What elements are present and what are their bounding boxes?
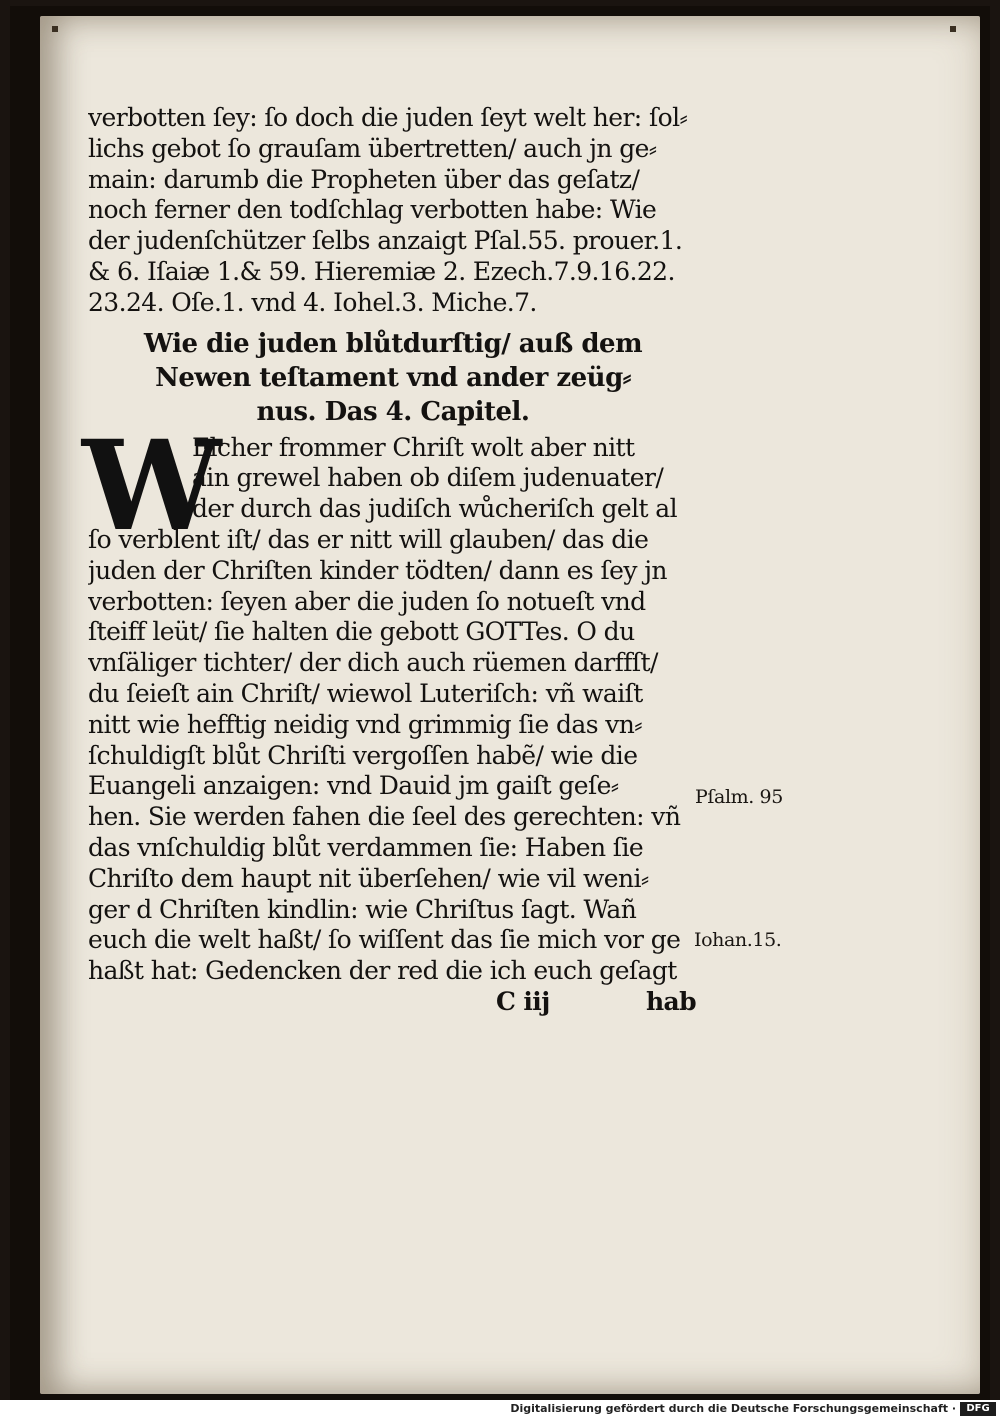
text-line: noch ferner den todſchlag verbotten habe: Wie bbox=[88, 195, 657, 225]
text-line: hen. Sie werden fahen die ſeel des gerechten: vñ bbox=[88, 802, 681, 832]
catchword: hab bbox=[645, 986, 696, 1016]
text-line: ain grewel haben ob diſem judenuater/ bbox=[192, 463, 664, 493]
signature-mark: C iij bbox=[496, 986, 550, 1016]
text-line: Chriſto dem haupt nit überſehen/ wie vil weni⸗ bbox=[88, 863, 649, 893]
chapter-heading: nus. Das 4. Capitel. bbox=[256, 396, 530, 427]
text-line: nitt wie hefftig neidig vnd grimmig ſie das vn⸗ bbox=[88, 709, 643, 739]
text-line: & 6. Iſaiæ 1.& 59. Hieremiæ 2. Ezech.7.9.16.22. bbox=[88, 256, 675, 286]
text-line: haßt hat: Gedencken der red die ich euch geſagt bbox=[88, 956, 677, 986]
funding-notice: Digitalisierung gefördert durch die Deutsche Forschungsgemeinschaft · bbox=[510, 1402, 956, 1415]
text-line: euch die welt haßt/ ſo wiſſent das ſie mich vor ge bbox=[88, 925, 681, 955]
footer-bar bbox=[0, 1400, 1000, 1420]
text-line: der durch das judiſch wůcheriſch gelt al bbox=[192, 494, 677, 524]
text-line: das vnſchuldig blůt verdammen ſie: Haben ſie bbox=[88, 832, 644, 862]
catchline bbox=[88, 987, 698, 1018]
text-line: 23.24. Oſe.1. vnd 4. Iohel.3. Miche.7. bbox=[88, 287, 537, 317]
text-line: der judenſchützer ſelbs anzaigt Pſal.55. prouer.1. bbox=[88, 226, 683, 256]
text-line: ger d Chriſten kindlin: wie Chriſtus ſagt. Wañ bbox=[88, 894, 637, 924]
text-line: Euangeli anzaigen: vnd Dauid jm gaiſt geſe⸗ bbox=[88, 771, 619, 801]
text-line: verbotten: ſeyen aber die juden ſo notueſt vnd bbox=[88, 586, 646, 616]
text-line: du ſeieſt ain Chriſt/ wiewol Luteriſch: vñ waiſt bbox=[88, 678, 643, 708]
margin-note-john: Iohan.15. bbox=[694, 929, 782, 951]
drop-capital: W bbox=[82, 413, 222, 559]
page-corner-mark bbox=[52, 26, 58, 32]
text-line: main: darumb die Propheten über das geſatz/ bbox=[88, 164, 640, 194]
dfg-logo-icon: DFG bbox=[960, 1402, 996, 1416]
text-line: verbotten ſey: ſo doch die juden ſeyt welt her: ſol⸗ bbox=[88, 103, 688, 132]
text-line: Elcher frommer Chriſt wolt aber nitt bbox=[192, 432, 635, 462]
text-line: ſteiff leüt/ ſie halten die gebott GOTTes. O du bbox=[88, 617, 635, 647]
page-corner-mark bbox=[950, 26, 956, 32]
margin-note-psalm: Pſalm. 95 bbox=[695, 786, 783, 808]
text-line: ſo verblent iſt/ das er nitt will glauben/ das die bbox=[88, 524, 649, 554]
chapter-heading: Newen teſtament vnd ander zeüg⸗ bbox=[155, 362, 631, 393]
text-line: vnſäliger tichter/ der dich auch rüemen darffſt/ bbox=[88, 648, 658, 678]
text-line: lichs gebot ſo grauſam übertretten/ auch jn ge⸗ bbox=[88, 133, 657, 163]
chapter-heading: Wie die juden blůtdurſtig/ auß dem bbox=[143, 328, 643, 359]
text-block bbox=[82, 103, 698, 1018]
text-line: ſchuldigſt blůt Chriſti vergoſſen habẽ/ wie die bbox=[88, 740, 638, 770]
text-line: juden der Chriſten kinder tödten/ dann es ſey jn bbox=[88, 555, 667, 585]
